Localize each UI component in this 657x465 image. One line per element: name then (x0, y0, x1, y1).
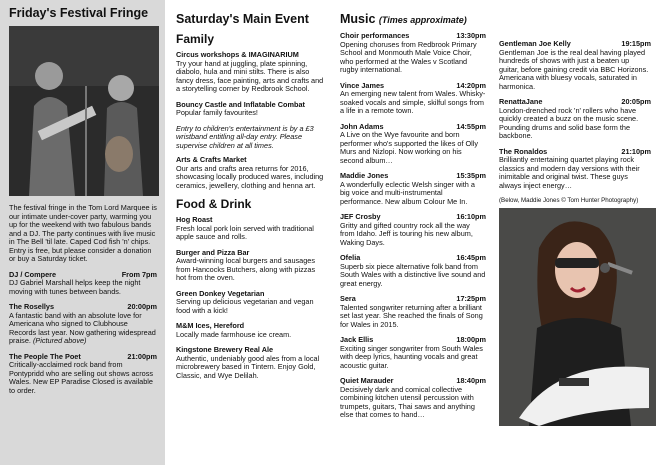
item-name: Bouncy Castle and Inflatable Combat (176, 99, 305, 109)
act-time: 18:40pm (456, 376, 486, 385)
act-description: Superb six piece alternative folk band from South Wales with a distinctive live sound and great energy. (340, 261, 486, 288)
act-name: Vince James (340, 80, 385, 90)
item-name: Burger and Pizza Bar (176, 247, 250, 257)
food-item (176, 216, 327, 242)
act-name: Gentleman Joe Kelly (499, 39, 571, 48)
item-name: Hog Roast (176, 215, 213, 224)
act-description: A wonderfully eclectic Welsh singer with a big voice and multi-instrumental performance. New album Colour Me In. (340, 179, 475, 206)
friday-intro: The festival fringe in the Tom Lord Marquee is our intimate under-cover party, warming you up for the weekend with two fabulous bands and a DJ. The party continues with live music in The Bell 'til late. Caped Cod fish 'n' chips. Entry is free, but please consider a donation or buy a Saturday ticket. (9, 203, 157, 263)
act-time: 16:10pm (456, 212, 486, 221)
food-item (176, 249, 327, 283)
act-time: 14:20pm (456, 80, 486, 90)
act-description: A Live on the Wye favourite and born performer who's supported the likes of Olly Murs and Nizlopi. Now working on his second album… (340, 130, 479, 165)
act-name: The Ronaldos (499, 146, 548, 156)
music-column-continued (491, 0, 657, 465)
music-event (340, 172, 486, 206)
music-column (333, 0, 491, 465)
act-name: RenattaJane (499, 97, 543, 106)
music-event (340, 123, 486, 166)
fringe-event (9, 353, 157, 396)
act-description: Opening choruses from Redbrook Primary School and Monmouth Male Voice Choir, who performed at the Wales v Scotland rugby international. (340, 39, 477, 74)
saturday-column (165, 0, 333, 465)
item-description: Fresh local pork loin served with traditional apple sauce and rolls. (176, 223, 314, 241)
food-item (176, 290, 327, 316)
act-description: An emerging new talent from Wales. Whisky-soaked vocals and simple, skilful songs from a life in a remote town. (340, 89, 486, 115)
act-time: 21:10pm (621, 146, 651, 156)
item-description: Our arts and crafts area returns for 2016, showcasing locally produced wares, including ceramics, jewellery, clothing and henna art. (176, 163, 324, 190)
music-event (340, 254, 486, 288)
act-name: JEF Crosby (340, 212, 381, 221)
music-event (340, 32, 486, 75)
event-time: 21:00pm (127, 351, 157, 361)
saturday-title: Saturday's Main Event (176, 12, 309, 26)
act-description: Gentleman Joe is the real deal having played hundreds of shows with just a beaten up guitar, before gaining credit via BBC Horizons. Americana with bluesy vocals, saturated in harmonica. (499, 47, 649, 91)
photo-caption: (Below, Maddie Jones © Tom Hunter Photography) (499, 197, 639, 204)
friday-fringe-column (0, 0, 165, 465)
event-name: The Rosellys (9, 302, 55, 311)
act-name: Ofelia (340, 253, 361, 262)
food-heading: Food & Drink (176, 197, 252, 211)
fringe-event (9, 303, 157, 346)
act-name: Sera (340, 294, 356, 303)
item-description: Try your hand at juggling, plate spinning, diabolo, hula and mini stilts. There is also fancy dress, face painting, arts and crafts and a storytelling corner by Redbrook School. (176, 58, 324, 93)
act-time: 16:45pm (456, 253, 486, 262)
fringe-event (9, 271, 157, 297)
act-name: Choir performances (340, 31, 410, 40)
event-time: From 7pm (121, 269, 157, 279)
act-description: Exciting singer songwriter from South Wales with deep lyrics, haunting vocals and great acoustic guitar. (340, 343, 483, 370)
maddie-jones-photo (499, 208, 656, 426)
act-time: 17:25pm (456, 294, 486, 303)
act-description: London-drenched rock 'n' rollers who have quickly created a buzz on the music scene. Pounding drums and solid base form the backbone. (499, 105, 639, 140)
music-event (499, 148, 651, 191)
event-time: 20:00pm (127, 302, 157, 311)
item-name: Green Donkey Vegetarian (176, 288, 265, 298)
maddie-jones-photo-illustration (499, 208, 656, 426)
music-event (340, 336, 486, 370)
item-description: Serving up delicious vegetarian and vegan food with a kick! (176, 297, 314, 315)
music-title: Music (340, 12, 376, 26)
family-item (176, 101, 327, 118)
item-description: Award-winning local burgers and sausages from Hancocks Butchers, along with pizzas hot from the oven. (176, 256, 316, 282)
item-name: Circus workshops & IMAGINARIUM (176, 50, 299, 59)
music-event (499, 98, 651, 141)
act-name: Quiet Marauder (340, 376, 394, 385)
music-subtitle: (Times approximate) (378, 15, 467, 25)
act-time: 19:15pm (621, 39, 651, 48)
family-heading: Family (176, 32, 215, 46)
act-time: 13:30pm (456, 31, 486, 40)
music-event (340, 377, 486, 420)
arts-item (176, 156, 327, 190)
family-note: Entry to children's entertainment is by a £3 wristband entitling all-day entry. Please supervise children at all times. (176, 123, 314, 150)
act-description: Gritty and gifted country rock all the way from Idaho. Jeff is touring his new album, Waking Days. (340, 220, 473, 247)
item-description: Popular family favourites! (176, 108, 258, 117)
act-description: Brilliantly entertaining quartet playing rock classics and modern day versions with their inimitable and original twist. These guys always inject energy… (499, 155, 640, 190)
act-time: 20:05pm (621, 97, 651, 106)
rosellys-photo-illustration (9, 26, 159, 196)
act-name: Maddie Jones (340, 171, 389, 180)
act-time: 14:55pm (456, 121, 486, 131)
item-name: M&M Ices, Hereford (176, 321, 245, 330)
event-name: DJ / Compere (9, 269, 57, 279)
music-heading (340, 12, 486, 26)
music-event (499, 40, 651, 91)
rosellys-photo (9, 26, 159, 196)
event-note: (Pictured above) (32, 336, 87, 345)
event-name: The People The Poet (9, 351, 81, 361)
act-time: 18:00pm (456, 335, 486, 344)
music-event (340, 295, 486, 329)
family-item (176, 51, 327, 94)
music-event (340, 82, 486, 116)
act-description: Talented songwriter returning after a brilliant set last year. She reached the finals of Song for Wales in 2015. (340, 302, 483, 329)
item-description: Authentic, undeniably good ales from a local microbrewery based in Tintern. Enjoy Gold, Classic, and Wye Delilah. (176, 353, 320, 380)
friday-title: Friday's Festival Fringe (9, 6, 149, 20)
act-name: John Adams (340, 121, 384, 131)
act-time: 15:35pm (456, 171, 486, 180)
food-item (176, 322, 327, 339)
event-description: A fantastic band with an absolute love for Americana who signed to Clubhouse Records last year. Now gathering widespread praise. (9, 310, 156, 345)
item-description: Locally made farmhouse ice cream. (176, 329, 292, 339)
music-event (340, 213, 486, 247)
item-name: Kingstone Brewery Real Ale (176, 345, 274, 354)
event-description: Critically-acclaimed rock band from Pontypridd who are selling out shows across Wales. New EP Paradise Closed is available to order. (9, 360, 153, 395)
act-name: Jack Ellis (340, 335, 374, 344)
event-description: DJ Gabriel Marshall helps keep the night moving with tunes between bands. (9, 278, 141, 296)
act-description: Decisively dark and comical collective combining kitchen utensil percussion with trumpets, guitars, Thai saws and anything else that comes to hand… (340, 384, 475, 419)
food-item (176, 346, 327, 380)
item-name: Arts & Crafts Market (176, 155, 247, 164)
